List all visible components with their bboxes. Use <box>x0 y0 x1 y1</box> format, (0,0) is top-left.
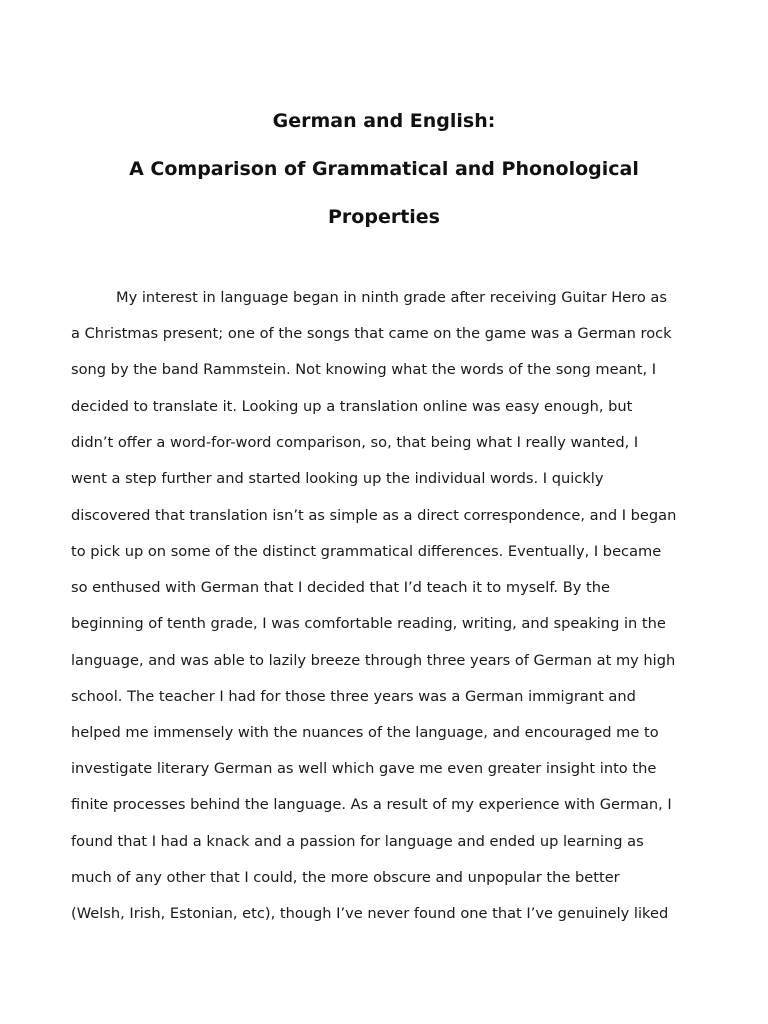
paragraph-line-1: My interest in language began in ninth grade after receiving Guitar Hero as <box>116 289 667 306</box>
paragraph-line-5: didn’t offer a word-for-word comparison, so, that being what I really wanted, I <box>71 434 639 451</box>
document-title-line-3: Properties <box>328 206 440 228</box>
paragraph-line-4: decided to translate it. Looking up a translation online was easy enough, but <box>71 398 633 415</box>
paragraph-line-8: to pick up on some of the distinct grammatical differences. Eventually, I became <box>71 543 662 560</box>
paragraph-line-2: a Christmas present; one of the songs that came on the game was a German rock <box>71 325 672 342</box>
paragraph-line-18: (Welsh, Irish, Estonian, etc), though I’ve never found one that I’ve genuinely liked <box>71 905 669 922</box>
paragraph-line-9: so enthused with German that I decided that I’d teach it to myself. By the <box>71 579 610 596</box>
paragraph-line-14: investigate literary German as well which gave me even greater insight into the <box>71 760 657 777</box>
paragraph-line-15: finite processes behind the language. As a result of my experience with German, I <box>71 796 672 813</box>
paragraph-line-11: language, and was able to lazily breeze through three years of German at my high <box>71 652 676 669</box>
paragraph-line-13: helped me immensely with the nuances of the language, and encouraged me to <box>71 724 659 741</box>
paragraph-line-10: beginning of tenth grade, I was comfortable reading, writing, and speaking in the <box>71 615 666 632</box>
paragraph-line-7: discovered that translation isn’t as simple as a direct correspondence, and I began <box>71 507 677 524</box>
paragraph-line-6: went a step further and started looking up the individual words. I quickly <box>71 470 604 487</box>
document-title-line-1: German and English: <box>272 110 496 132</box>
paragraph-line-17: much of any other that I could, the more obscure and unpopular the better <box>71 869 620 886</box>
paragraph-line-16: found that I had a knack and a passion for language and ended up learning as <box>71 833 644 850</box>
paragraph-line-3: song by the band Rammstein. Not knowing what the words of the song meant, I <box>71 361 657 378</box>
document-title-line-2: A Comparison of Grammatical and Phonological <box>129 158 639 180</box>
paragraph-line-12: school. The teacher I had for those three years was a German immigrant and <box>71 688 636 705</box>
